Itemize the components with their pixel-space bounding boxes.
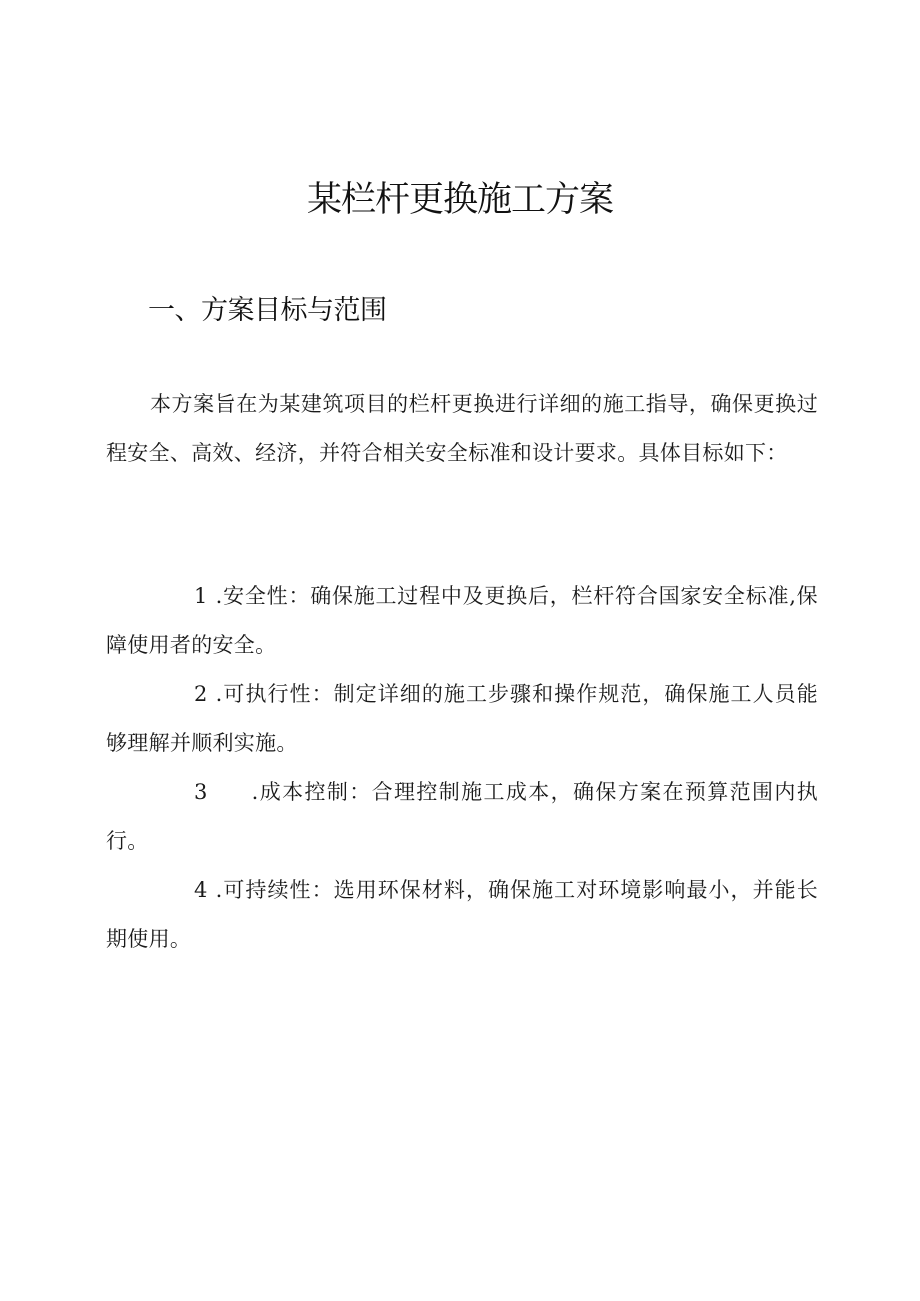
- list-item-number: 1: [194, 584, 208, 608]
- list-item-text: .成本控制：合理控制施工成本，确保方案在预算范围内执行。: [106, 780, 818, 853]
- list-item: [106, 768, 818, 866]
- list-item: [106, 670, 818, 768]
- list-item-text: .安全性：确保施工过程中及更换后，栏杆符合国家安全标准,保障使用者的安全。: [106, 584, 818, 657]
- list-item-text: .可执行性：制定详细的施工步骤和操作规范，确保施工人员能够理解并顺利实施。: [106, 682, 818, 755]
- intro-paragraph: 本方案旨在为某建筑项目的栏杆更换进行详细的施工指导，确保更换过程安全、高效、经济，并符合相关安全标准和设计要求。具体目标如下：: [106, 392, 818, 465]
- list-item-text: .可持续性：选用环保材料，确保施工对环境影响最小，并能长期使用。: [106, 878, 818, 951]
- list-item-number: 4: [194, 878, 208, 902]
- list-item: [106, 572, 818, 670]
- list-item-number: 2: [194, 682, 208, 706]
- list-item: [106, 866, 818, 964]
- list-item-number: 3: [194, 780, 208, 804]
- section-heading: 一、方案目标与范围: [148, 295, 387, 326]
- document-title: 某栏杆更换施工方案: [306, 180, 613, 220]
